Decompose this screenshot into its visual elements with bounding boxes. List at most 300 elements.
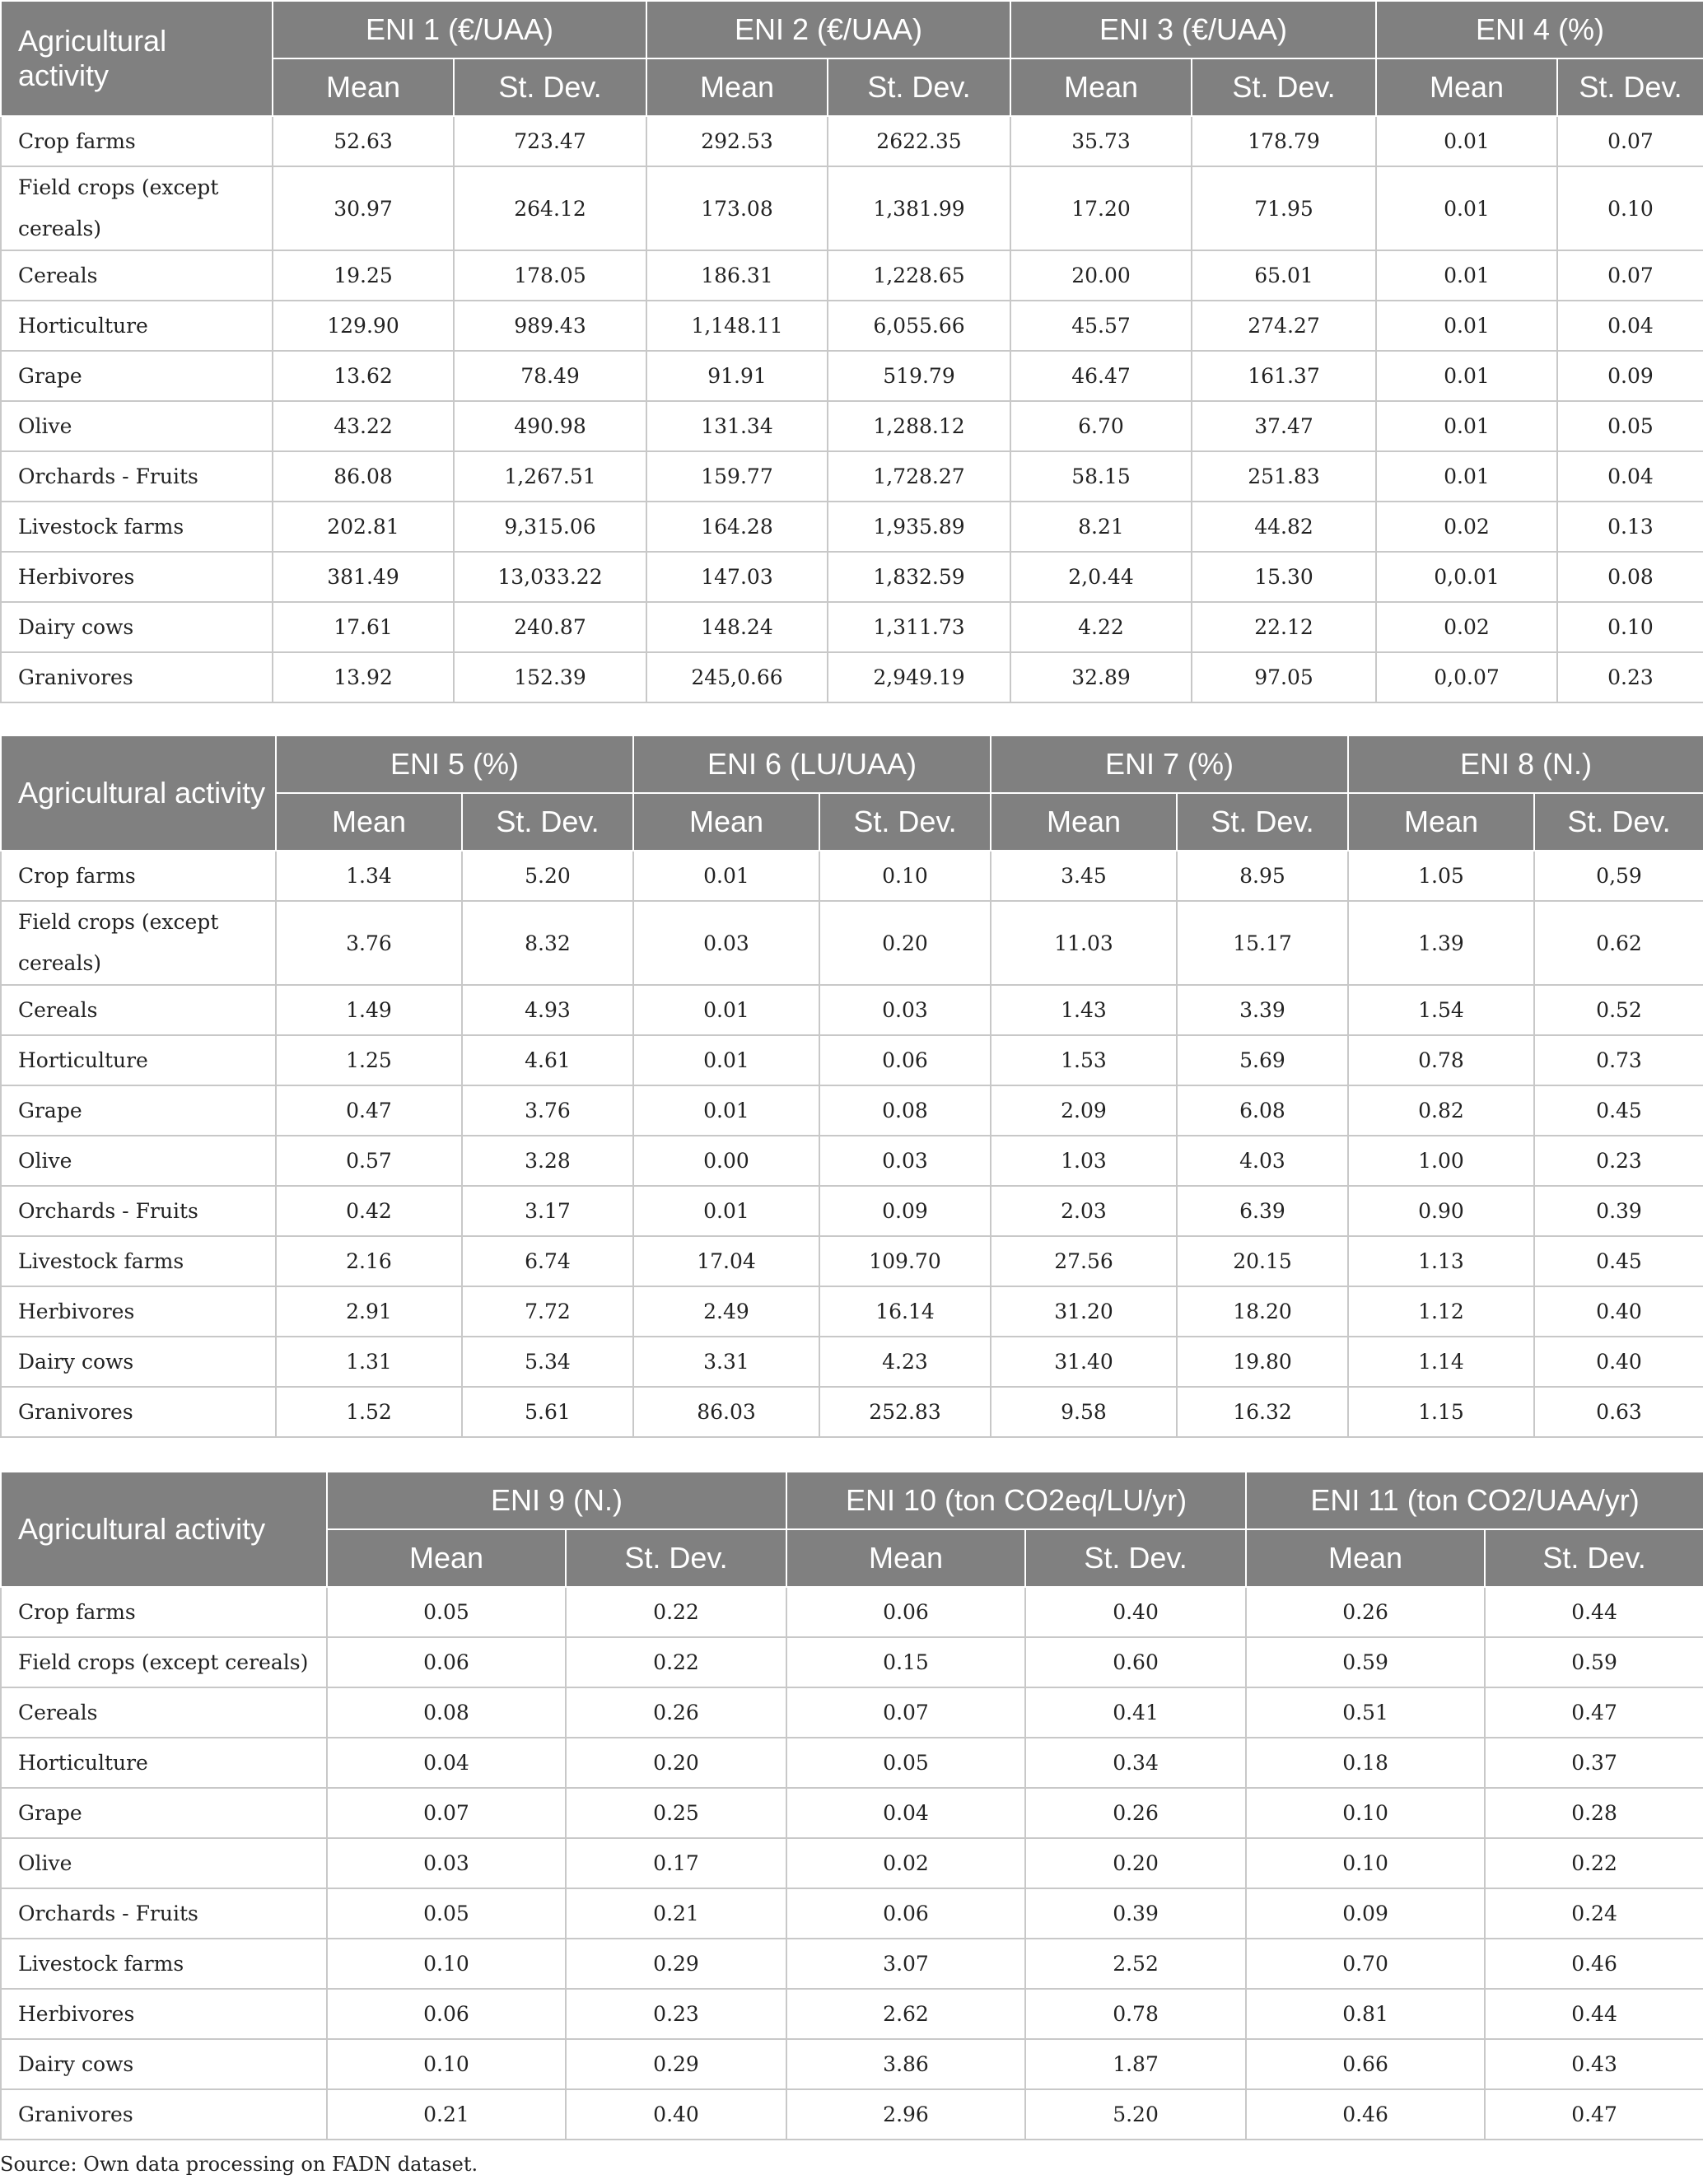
stdev-cell: 19.80 bbox=[1177, 1337, 1348, 1387]
mean-cell: 31.40 bbox=[991, 1337, 1177, 1387]
activity-label: Olive bbox=[1, 1838, 327, 1888]
mean-cell: 0.59 bbox=[1246, 1637, 1485, 1687]
mean-cell: 245,0.66 bbox=[646, 652, 828, 702]
mean-cell: 0.02 bbox=[1376, 602, 1557, 652]
stdev-header: St. Dev. bbox=[1192, 58, 1376, 116]
mean-cell: 19.25 bbox=[273, 250, 454, 301]
stdev-cell: 4.23 bbox=[819, 1337, 991, 1387]
mean-cell: 31.20 bbox=[991, 1286, 1177, 1337]
activity-label: Granivores bbox=[1, 2089, 327, 2140]
group-header: ENI 11 (ton CO2/UAA/yr) bbox=[1246, 1472, 1703, 1529]
mean-cell: 17.61 bbox=[273, 602, 454, 652]
mean-cell: 2.49 bbox=[633, 1286, 819, 1337]
stdev-cell: 0.40 bbox=[1534, 1286, 1703, 1337]
stdev-cell: 0.29 bbox=[566, 2039, 786, 2089]
stdev-header: St. Dev. bbox=[454, 58, 646, 116]
stdev-cell: 0.08 bbox=[819, 1085, 991, 1136]
mean-cell: 0,0.01 bbox=[1376, 552, 1557, 602]
mean-cell: 164.28 bbox=[646, 502, 828, 552]
stdev-cell: 0.22 bbox=[566, 1637, 786, 1687]
mean-cell: 0.15 bbox=[786, 1637, 1025, 1687]
stdev-cell: 6.39 bbox=[1177, 1186, 1348, 1236]
mean-cell: 13.92 bbox=[273, 652, 454, 702]
mean-cell: 0.01 bbox=[1376, 301, 1557, 351]
stdev-cell: 0.04 bbox=[1557, 301, 1703, 351]
table-row bbox=[1, 1989, 1703, 2039]
mean-cell: 1.14 bbox=[1348, 1337, 1534, 1387]
mean-cell: 129.90 bbox=[273, 301, 454, 351]
mean-cell: 0.26 bbox=[1246, 1587, 1485, 1637]
mean-header: Mean bbox=[646, 58, 828, 116]
stdev-cell: 16.32 bbox=[1177, 1387, 1348, 1437]
mean-cell: 0.03 bbox=[633, 901, 819, 985]
stdev-cell: 2622.35 bbox=[828, 116, 1010, 166]
stdev-header: St. Dev. bbox=[819, 793, 991, 851]
mean-cell: 1.49 bbox=[276, 985, 462, 1035]
activity-label: Grape bbox=[1, 1085, 276, 1136]
stdev-cell: 3.17 bbox=[462, 1186, 633, 1236]
stdev-cell: 161.37 bbox=[1192, 351, 1376, 401]
stdev-cell: 18.20 bbox=[1177, 1286, 1348, 1337]
table-row bbox=[1, 1939, 1703, 1989]
stdev-cell: 274.27 bbox=[1192, 301, 1376, 351]
stdev-cell: 0.04 bbox=[1557, 451, 1703, 502]
mean-header: Mean bbox=[1246, 1529, 1485, 1587]
mean-cell: 1.00 bbox=[1348, 1136, 1534, 1186]
stdev-cell: 71.95 bbox=[1192, 166, 1376, 250]
mean-cell: 35.73 bbox=[1010, 116, 1192, 166]
mean-cell: 0,0.07 bbox=[1376, 652, 1557, 702]
mean-cell: 1.13 bbox=[1348, 1236, 1534, 1286]
stdev-cell: 9,315.06 bbox=[454, 502, 646, 552]
activity-label: Dairy cows bbox=[1, 1337, 276, 1387]
mean-cell: 91.91 bbox=[646, 351, 828, 401]
activity-label: Olive bbox=[1, 401, 273, 451]
stdev-cell: 78.49 bbox=[454, 351, 646, 401]
group-header: ENI 1 (€/UAA) bbox=[273, 1, 646, 58]
stdev-cell: 0.47 bbox=[1485, 2089, 1703, 2140]
stdev-cell: 1,267.51 bbox=[454, 451, 646, 502]
mean-cell: 1.05 bbox=[1348, 851, 1534, 901]
group-header: ENI 6 (LU/UAA) bbox=[633, 735, 991, 793]
stdev-cell: 723.47 bbox=[454, 116, 646, 166]
mean-cell: 0.01 bbox=[633, 1035, 819, 1085]
mean-cell: 45.57 bbox=[1010, 301, 1192, 351]
eni-table-3 bbox=[0, 1471, 1703, 2140]
mean-cell: 1,148.11 bbox=[646, 301, 828, 351]
stdev-cell: 989.43 bbox=[454, 301, 646, 351]
stdev-cell: 0.07 bbox=[1557, 116, 1703, 166]
stdev-header: St. Dev. bbox=[566, 1529, 786, 1587]
mean-cell: 13.62 bbox=[273, 351, 454, 401]
mean-cell: 2.96 bbox=[786, 2089, 1025, 2140]
mean-cell: 2.09 bbox=[991, 1085, 1177, 1136]
table-row bbox=[1, 2089, 1703, 2140]
mean-header: Mean bbox=[1010, 58, 1192, 116]
mean-cell: 0.04 bbox=[327, 1738, 566, 1788]
stdev-cell: 97.05 bbox=[1192, 652, 1376, 702]
stdev-cell: 519.79 bbox=[828, 351, 1010, 401]
stdev-cell: 5.69 bbox=[1177, 1035, 1348, 1085]
table-row bbox=[1, 1136, 1703, 1186]
stdev-cell: 1,228.65 bbox=[828, 250, 1010, 301]
mean-cell: 0.04 bbox=[786, 1788, 1025, 1838]
mean-cell: 0.57 bbox=[276, 1136, 462, 1186]
mean-cell: 0.47 bbox=[276, 1085, 462, 1136]
group-header: ENI 2 (€/UAA) bbox=[646, 1, 1010, 58]
stdev-cell: 3.28 bbox=[462, 1136, 633, 1186]
stdev-cell: 0.26 bbox=[566, 1687, 786, 1738]
stdev-cell: 8.95 bbox=[1177, 851, 1348, 901]
stdev-cell: 0.20 bbox=[819, 901, 991, 985]
stdev-cell: 0.40 bbox=[1534, 1337, 1703, 1387]
table-row bbox=[1, 1738, 1703, 1788]
stdev-cell: 0.39 bbox=[1025, 1888, 1246, 1939]
stdev-cell: 0.62 bbox=[1534, 901, 1703, 985]
table-row bbox=[1, 401, 1703, 451]
mean-cell: 0.42 bbox=[276, 1186, 462, 1236]
mean-cell: 1.25 bbox=[276, 1035, 462, 1085]
table-row bbox=[1, 985, 1703, 1035]
mean-cell: 0.10 bbox=[1246, 1788, 1485, 1838]
mean-header: Mean bbox=[633, 793, 819, 851]
mean-cell: 381.49 bbox=[273, 552, 454, 602]
stdev-cell: 0.44 bbox=[1485, 1989, 1703, 2039]
mean-cell: 0.10 bbox=[1246, 1838, 1485, 1888]
stdev-cell: 0.09 bbox=[819, 1186, 991, 1236]
mean-cell: 0.06 bbox=[327, 1637, 566, 1687]
stdev-cell: 0.03 bbox=[819, 985, 991, 1035]
stdev-cell: 5.20 bbox=[462, 851, 633, 901]
mean-cell: 131.34 bbox=[646, 401, 828, 451]
mean-cell: 6.70 bbox=[1010, 401, 1192, 451]
stdev-cell: 1,288.12 bbox=[828, 401, 1010, 451]
activity-label: Crop farms bbox=[1, 1587, 327, 1637]
stdev-cell: 4.03 bbox=[1177, 1136, 1348, 1186]
stdev-cell: 5.61 bbox=[462, 1387, 633, 1437]
table-row bbox=[1, 250, 1703, 301]
mean-cell: 0.06 bbox=[327, 1989, 566, 2039]
mean-cell: 0.01 bbox=[1376, 401, 1557, 451]
stdev-cell: 0.03 bbox=[819, 1136, 991, 1186]
mean-cell: 0.06 bbox=[786, 1587, 1025, 1637]
mean-cell: 1.03 bbox=[991, 1136, 1177, 1186]
mean-cell: 159.77 bbox=[646, 451, 828, 502]
mean-cell: 32.89 bbox=[1010, 652, 1192, 702]
mean-cell: 1.54 bbox=[1348, 985, 1534, 1035]
mean-cell: 20.00 bbox=[1010, 250, 1192, 301]
mean-cell: 0.51 bbox=[1246, 1687, 1485, 1738]
mean-cell: 3.31 bbox=[633, 1337, 819, 1387]
activity-label: Livestock farms bbox=[1, 1236, 276, 1286]
activity-label: Livestock farms bbox=[1, 502, 273, 552]
mean-cell: 0.46 bbox=[1246, 2089, 1485, 2140]
stdev-cell: 1,381.99 bbox=[828, 166, 1010, 250]
table-row bbox=[1, 1587, 1703, 1637]
activity-label: Crop farms bbox=[1, 851, 276, 901]
stdev-cell: 20.15 bbox=[1177, 1236, 1348, 1286]
table-row bbox=[1, 166, 1703, 250]
stdev-cell: 0.28 bbox=[1485, 1788, 1703, 1838]
stdev-cell: 0.22 bbox=[566, 1587, 786, 1637]
stdev-cell: 0.52 bbox=[1534, 985, 1703, 1035]
stdev-header: St. Dev. bbox=[828, 58, 1010, 116]
activity-label: Cereals bbox=[1, 1687, 327, 1738]
stdev-cell: 65.01 bbox=[1192, 250, 1376, 301]
activity-label: Crop farms bbox=[1, 116, 273, 166]
stdev-cell: 252.83 bbox=[819, 1387, 991, 1437]
mean-cell: 0.07 bbox=[786, 1687, 1025, 1738]
stdev-cell: 0.05 bbox=[1557, 401, 1703, 451]
mean-header: Mean bbox=[991, 793, 1177, 851]
mean-cell: 173.08 bbox=[646, 166, 828, 250]
stdev-cell: 0.06 bbox=[819, 1035, 991, 1085]
mean-cell: 0.18 bbox=[1246, 1738, 1485, 1788]
stdev-cell: 2.52 bbox=[1025, 1939, 1246, 1989]
activity-label: Horticulture bbox=[1, 301, 273, 351]
activity-label: Horticulture bbox=[1, 1738, 327, 1788]
mean-header: Mean bbox=[1348, 793, 1534, 851]
table-row bbox=[1, 1387, 1703, 1437]
table-row bbox=[1, 1337, 1703, 1387]
stdev-cell: 5.20 bbox=[1025, 2089, 1246, 2140]
mean-cell: 0.07 bbox=[327, 1788, 566, 1838]
mean-cell: 1.12 bbox=[1348, 1286, 1534, 1337]
mean-cell: 0.01 bbox=[633, 851, 819, 901]
stdev-cell: 240.87 bbox=[454, 602, 646, 652]
activity-label: Dairy cows bbox=[1, 2039, 327, 2089]
stdev-cell: 3.39 bbox=[1177, 985, 1348, 1035]
stdev-cell: 0.10 bbox=[819, 851, 991, 901]
mean-cell: 1.31 bbox=[276, 1337, 462, 1387]
table-row bbox=[1, 1687, 1703, 1738]
mean-cell: 17.20 bbox=[1010, 166, 1192, 250]
mean-header: Mean bbox=[276, 793, 462, 851]
stdev-cell: 490.98 bbox=[454, 401, 646, 451]
group-header: ENI 8 (N.) bbox=[1348, 735, 1703, 793]
stdev-cell: 0.20 bbox=[566, 1738, 786, 1788]
table-row bbox=[1, 851, 1703, 901]
mean-cell: 2,0.44 bbox=[1010, 552, 1192, 602]
table-row bbox=[1, 1186, 1703, 1236]
stdev-cell: 1,935.89 bbox=[828, 502, 1010, 552]
stdev-cell: 109.70 bbox=[819, 1236, 991, 1286]
mean-cell: 147.03 bbox=[646, 552, 828, 602]
eni-table-2 bbox=[0, 735, 1703, 1438]
mean-cell: 30.97 bbox=[273, 166, 454, 250]
activity-label: Herbivores bbox=[1, 1989, 327, 2039]
activity-label: Orchards - Fruits bbox=[1, 451, 273, 502]
group-header: ENI 4 (%) bbox=[1376, 1, 1703, 58]
stdev-cell: 0,59 bbox=[1534, 851, 1703, 901]
mean-cell: 0.05 bbox=[327, 1587, 566, 1637]
activity-label: Livestock farms bbox=[1, 1939, 327, 1989]
stdev-cell: 0.17 bbox=[566, 1838, 786, 1888]
mean-cell: 0.66 bbox=[1246, 2039, 1485, 2089]
group-header: ENI 7 (%) bbox=[991, 735, 1348, 793]
stdev-cell: 37.47 bbox=[1192, 401, 1376, 451]
group-header: ENI 9 (N.) bbox=[327, 1472, 786, 1529]
table-row bbox=[1, 116, 1703, 166]
table-row bbox=[1, 1637, 1703, 1687]
eni-table-1 bbox=[0, 0, 1703, 703]
stdev-cell: 0.45 bbox=[1534, 1236, 1703, 1286]
stdev-header: St. Dev. bbox=[1177, 793, 1348, 851]
mean-cell: 17.04 bbox=[633, 1236, 819, 1286]
stdev-cell: 0.41 bbox=[1025, 1687, 1246, 1738]
mean-cell: 0.02 bbox=[786, 1838, 1025, 1888]
mean-cell: 0.02 bbox=[1376, 502, 1557, 552]
mean-cell: 58.15 bbox=[1010, 451, 1192, 502]
mean-cell: 2.62 bbox=[786, 1989, 1025, 2039]
stdev-cell: 0.25 bbox=[566, 1788, 786, 1838]
table-row bbox=[1, 1085, 1703, 1136]
stdev-cell: 251.83 bbox=[1192, 451, 1376, 502]
activity-label: Cereals bbox=[1, 250, 273, 301]
agricultural-activity-header: Agricultural activity bbox=[1, 1, 273, 116]
stdev-cell: 0.09 bbox=[1557, 351, 1703, 401]
mean-cell: 0.05 bbox=[786, 1738, 1025, 1788]
mean-cell: 0.01 bbox=[633, 1186, 819, 1236]
stdev-cell: 0.37 bbox=[1485, 1738, 1703, 1788]
stdev-cell: 0.29 bbox=[566, 1939, 786, 1989]
mean-cell: 0.82 bbox=[1348, 1085, 1534, 1136]
stdev-header: St. Dev. bbox=[1557, 58, 1703, 116]
stdev-cell: 1,728.27 bbox=[828, 451, 1010, 502]
stdev-cell: 0.73 bbox=[1534, 1035, 1703, 1085]
activity-label: Granivores bbox=[1, 1387, 276, 1437]
table-row bbox=[1, 1888, 1703, 1939]
table-row bbox=[1, 602, 1703, 652]
stdev-cell: 0.40 bbox=[1025, 1587, 1246, 1637]
stdev-cell: 0.08 bbox=[1557, 552, 1703, 602]
stdev-cell: 0.23 bbox=[1534, 1136, 1703, 1186]
activity-label: Herbivores bbox=[1, 1286, 276, 1337]
mean-header: Mean bbox=[327, 1529, 566, 1587]
mean-cell: 0.08 bbox=[327, 1687, 566, 1738]
table-row bbox=[1, 502, 1703, 552]
activity-label: Herbivores bbox=[1, 552, 273, 602]
activity-label: Cereals bbox=[1, 985, 276, 1035]
mean-cell: 1.53 bbox=[991, 1035, 1177, 1085]
mean-cell: 0.01 bbox=[1376, 116, 1557, 166]
mean-cell: 8.21 bbox=[1010, 502, 1192, 552]
mean-cell: 148.24 bbox=[646, 602, 828, 652]
mean-cell: 0.10 bbox=[327, 1939, 566, 1989]
stdev-cell: 4.93 bbox=[462, 985, 633, 1035]
stdev-cell: 0.78 bbox=[1025, 1989, 1246, 2039]
mean-cell: 43.22 bbox=[273, 401, 454, 451]
mean-cell: 86.03 bbox=[633, 1387, 819, 1437]
group-header: ENI 3 (€/UAA) bbox=[1010, 1, 1376, 58]
mean-cell: 0.01 bbox=[633, 985, 819, 1035]
stdev-cell: 0.23 bbox=[1557, 652, 1703, 702]
stdev-cell: 0.23 bbox=[566, 1989, 786, 2039]
activity-label: Grape bbox=[1, 1788, 327, 1838]
mean-cell: 1.39 bbox=[1348, 901, 1534, 985]
activity-label: Orchards - Fruits bbox=[1, 1888, 327, 1939]
mean-cell: 0.01 bbox=[1376, 351, 1557, 401]
table-row bbox=[1, 451, 1703, 502]
mean-cell: 1.52 bbox=[276, 1387, 462, 1437]
activity-label: Olive bbox=[1, 1136, 276, 1186]
agricultural-activity-header: Agricultural activity bbox=[1, 735, 276, 851]
table-row bbox=[1, 2039, 1703, 2089]
mean-cell: 2.03 bbox=[991, 1186, 1177, 1236]
stdev-cell: 0.63 bbox=[1534, 1387, 1703, 1437]
stdev-cell: 0.26 bbox=[1025, 1788, 1246, 1838]
mean-cell: 1.15 bbox=[1348, 1387, 1534, 1437]
mean-cell: 2.16 bbox=[276, 1236, 462, 1286]
table-row bbox=[1, 1286, 1703, 1337]
mean-cell: 3.07 bbox=[786, 1939, 1025, 1989]
stdev-cell: 15.17 bbox=[1177, 901, 1348, 985]
activity-label: Field crops (except cereals) bbox=[1, 1637, 327, 1687]
mean-cell: 292.53 bbox=[646, 116, 828, 166]
stdev-cell: 178.79 bbox=[1192, 116, 1376, 166]
activity-label: Dairy cows bbox=[1, 602, 273, 652]
stdev-cell: 0.07 bbox=[1557, 250, 1703, 301]
stdev-cell: 0.13 bbox=[1557, 502, 1703, 552]
mean-cell: 46.47 bbox=[1010, 351, 1192, 401]
stdev-cell: 0.43 bbox=[1485, 2039, 1703, 2089]
mean-cell: 0.21 bbox=[327, 2089, 566, 2140]
table-row bbox=[1, 652, 1703, 702]
table-row bbox=[1, 351, 1703, 401]
stdev-header: St. Dev. bbox=[1485, 1529, 1703, 1587]
mean-cell: 3.76 bbox=[276, 901, 462, 985]
stdev-cell: 5.34 bbox=[462, 1337, 633, 1387]
stdev-cell: 152.39 bbox=[454, 652, 646, 702]
mean-cell: 0.70 bbox=[1246, 1939, 1485, 1989]
mean-cell: 0.06 bbox=[786, 1888, 1025, 1939]
stdev-header: St. Dev. bbox=[1025, 1529, 1246, 1587]
stdev-cell: 0.60 bbox=[1025, 1637, 1246, 1687]
table-row bbox=[1, 1788, 1703, 1838]
stdev-cell: 0.40 bbox=[566, 2089, 786, 2140]
mean-cell: 0.00 bbox=[633, 1136, 819, 1186]
stdev-cell: 6,055.66 bbox=[828, 301, 1010, 351]
mean-header: Mean bbox=[273, 58, 454, 116]
stdev-cell: 0.21 bbox=[566, 1888, 786, 1939]
mean-cell: 86.08 bbox=[273, 451, 454, 502]
mean-cell: 0.10 bbox=[327, 2039, 566, 2089]
stdev-cell: 0.46 bbox=[1485, 1939, 1703, 1989]
mean-cell: 27.56 bbox=[991, 1236, 1177, 1286]
stdev-cell: 0.47 bbox=[1485, 1687, 1703, 1738]
stdev-cell: 8.32 bbox=[462, 901, 633, 985]
mean-cell: 3.86 bbox=[786, 2039, 1025, 2089]
stdev-cell: 22.12 bbox=[1192, 602, 1376, 652]
stdev-cell: 0.39 bbox=[1534, 1186, 1703, 1236]
activity-label: Field crops (except cereals) bbox=[1, 901, 276, 985]
table-row bbox=[1, 1035, 1703, 1085]
group-header: ENI 10 (ton CO2eq/LU/yr) bbox=[786, 1472, 1246, 1529]
table-row bbox=[1, 301, 1703, 351]
activity-label: Field crops (except cereals) bbox=[1, 166, 273, 250]
activity-label: Granivores bbox=[1, 652, 273, 702]
stdev-cell: 0.24 bbox=[1485, 1888, 1703, 1939]
activity-label: Horticulture bbox=[1, 1035, 276, 1085]
mean-cell: 0.03 bbox=[327, 1838, 566, 1888]
mean-cell: 11.03 bbox=[991, 901, 1177, 985]
table-row bbox=[1, 552, 1703, 602]
stdev-cell: 264.12 bbox=[454, 166, 646, 250]
mean-cell: 0.05 bbox=[327, 1888, 566, 1939]
stdev-cell: 1,311.73 bbox=[828, 602, 1010, 652]
stdev-cell: 4.61 bbox=[462, 1035, 633, 1085]
stdev-cell: 0.44 bbox=[1485, 1587, 1703, 1637]
